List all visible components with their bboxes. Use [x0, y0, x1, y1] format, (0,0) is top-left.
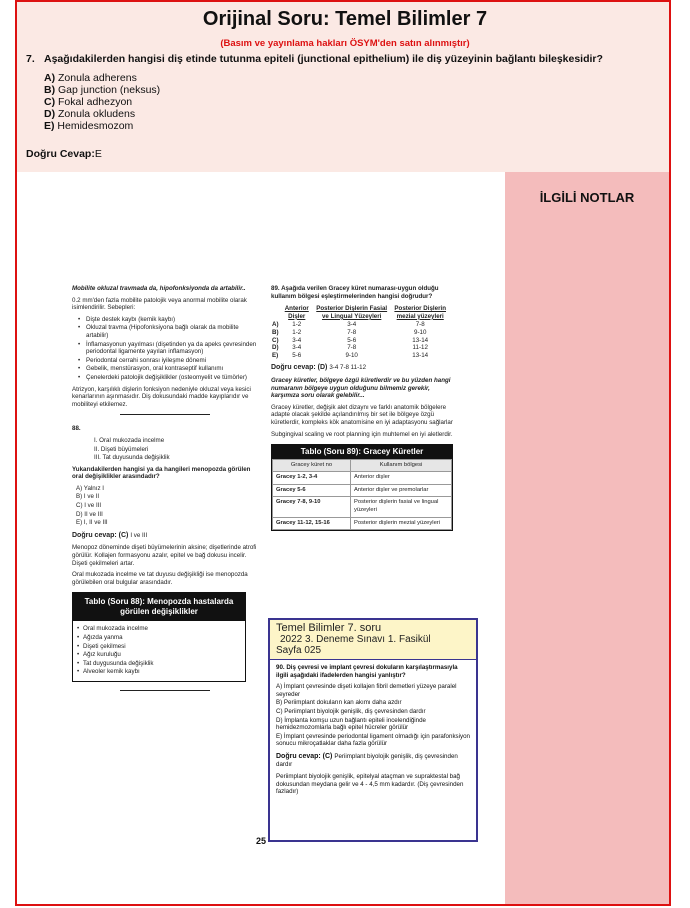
question-90-answer: Doğru cevap: (C) Periimplant biyolojik genişlik, diş çevresinden dardır: [276, 752, 458, 768]
attrition-paragraph: Atrizyon, karşılıklı dişlerin fonksiyon nedeniyle okluzal veya kesici kenarlarının aşınmasıdır. Diş dokusundaki madde kayıplarıdır ve mobiliteyi etkilemez.: [72, 385, 251, 408]
intro-text: Mobilite okluzal travmada da, hipofonksiyonda da artabilir..: [72, 285, 246, 292]
table-row: Gracey 7-8, 9-10 Posterior dişlerin fasial ve lingual yüzeyleri: [273, 497, 452, 517]
right-column: [271, 285, 454, 531]
oral-findings-paragraph: Oral mukozada incelme ve tat duyusu değişikliği ise menopozda görülebilen oral bulgular arasındadır.: [72, 571, 248, 586]
source-line-1: Temel Bilimler 7. soru: [276, 622, 382, 634]
question-text: [26, 53, 666, 65]
option-a: A) Zonula adherens: [44, 72, 137, 84]
list-item: B) I ve II: [76, 493, 100, 501]
option-b: B) Gap junction (neksus): [44, 84, 161, 96]
table-88: [72, 592, 246, 682]
list-item: • Dişte destek kaybı (kemik kaybı): [78, 316, 257, 324]
option-c: C) Fokal adhezyon: [44, 96, 133, 108]
table-row: A) 1-2 3-4 7-8: [272, 321, 425, 329]
list-item: III. Tat duyusunda değişiklik: [94, 454, 170, 462]
table-row: Gracey 1-2, 3-4 Anterior dişler: [273, 472, 452, 485]
list-item: • Dişeti çekilmesi: [77, 643, 241, 651]
source-reference-header: [270, 620, 476, 660]
list-item: • Oral mukozada incelme: [77, 625, 241, 633]
list-item: C) Periimplant biyolojik genişlik, diş çevresinden dardır: [276, 707, 426, 715]
question-88-options: [72, 485, 257, 527]
list-item: • Periodontal cerrahi sonrası iyileşme dönemi: [78, 357, 257, 365]
table-row: D) 3-4 7-8 11-12: [272, 344, 428, 352]
question-88-items: [72, 437, 257, 462]
list-item: • Gebelik, menstürasyon, oral kontraseptif kullanımı: [78, 365, 257, 373]
question-90: [270, 660, 476, 804]
question-88-answer: Doğru cevap: (C) I ve III: [72, 531, 148, 539]
divider: [120, 690, 210, 691]
table-row: C) 3-4 5-6 13-14: [272, 336, 429, 344]
list-item: • Ağız kuruluğu: [77, 651, 241, 659]
question-88-number: 88.: [72, 425, 81, 433]
gracey-paragraph: Gracey küretler, değişik alet dizaynı ve farklı anatomik bölgelere adapte olacak şekilde açılandırılmış bir set ile bölgeye özgü küretlerdir, kompleks kök anatomisine en iyi adaptasyonu sağlarlar: [271, 403, 453, 426]
source-line-3: Sayfa 025: [276, 645, 322, 656]
list-item: B) Periimplant dokuların kan akımı daha azdır: [276, 699, 402, 707]
related-notes-title: İLGİLİ NOTLAR: [539, 190, 635, 205]
option-e: E) Hemidesmozom: [44, 120, 134, 132]
list-item: E) I, II ve III: [76, 519, 108, 527]
list-item: • Okluzal travma (Hipofonksiyona bağlı olarak da mobilite artabilir): [78, 324, 257, 339]
list-item: II. Dişeti büyümeleri: [94, 445, 149, 453]
page-title: Orijinal Soru: Temel Bilimler 7: [202, 8, 488, 30]
table-row: Gracey 5-6 Anterior dişler ve premolarlar: [273, 484, 452, 497]
question-89-text: 89. Aşağıda verilen Gracey küret numarası-uygun olduğu kullanım bölgesi eşleştirmelerinden hangisi doğrudur?: [271, 285, 439, 300]
list-item: • Alveoler kemik kaybı: [77, 668, 241, 676]
table-89: Tablo (Soru 89): Gracey Küretler Gracey küret no Kullanım bölgesi Gracey 1-2, 3-4 Anterior dişler Gracey 5-6 Anterior dişler ve premolarlar Gracey 7-8, 9-10 Posterior dişlerin fasial ve lingual yüzeyleri Gracey 11-12, 15-16 Posterior dişlerin mezial yüzeyleri: [271, 444, 453, 531]
source-reference-box: [268, 618, 478, 842]
list-item: E) İmplant çevresinde periodontal ligament olmadığı için parafonksiyon sonucu mikroçatlaklar daha fazla görülür: [276, 732, 470, 748]
list-item: • İnflamasyonun yayılması (dişetinden ya da apeks çevresinden periodontal ligamente yayılan inflamasyon): [78, 341, 257, 356]
list-item: I. Oral mukozada incelme: [94, 436, 165, 444]
question-body: Aşağıdakilerden hangisi diş etinde tutunma epiteli (junctional epithelium) ile diş yüzeyinin bağlantı bileşkesidir?: [44, 53, 603, 65]
menopause-paragraph: Menopoz döneminde dişeti büyümelerinin aksine; dişetlerinde atrofi görülür. Kollajen formasyonu azalır, epitel ve bağ dokusu incelir. Dişeti çekilmeleri artar.: [72, 544, 257, 567]
answer-options: [44, 72, 160, 132]
left-column: [72, 285, 257, 701]
mobility-causes: [78, 316, 257, 382]
table-89-title: Tablo (Soru 89): Gracey Küretler: [272, 445, 452, 459]
option-d: D) Zonula okludens: [44, 108, 136, 120]
biologic-width-paragraph: Periimplant biyolojik genişlik, epitelyal ataçman ve supraktestal bağ dokusundan meydana gelir ve 4 - 4,5 mm kadardır. (Diş çevresinden fazladır): [276, 773, 464, 796]
question-89-table: Anterior Dişler Posterior Dişlerin Fasial ve Lingual Yüzeyleri Posterior Dişlerin mezial yüzeyleri A) 1-2 3-4 7-8 B) 1-2 7-8 9-10 C) 3-4 5-6 13-14 D) 3-4 7-8 11-12 E) 5-6 9-10 13-14: [271, 304, 451, 359]
table-row: E) 5-6 9-10 13-14: [272, 351, 429, 359]
list-item: • Çenelerdeki patolojik değişiklikler (osteomyelit ve tümörler): [78, 374, 257, 382]
gracey-intro: Gracey küretler, bölgeye özgü küretlerdir ve bu yüzden hangi numaranın bölgeye uygun olduğunu bilmemiz gerekir, karşımıza soru olarak gelebilir...: [271, 376, 451, 400]
list-item: D) İmplanta komşu uzun bağlantı epiteli incelendiğinde hemidezmozomlarla bağlı epitel hücreler görülür: [276, 716, 426, 732]
question-number: 7.: [26, 53, 35, 65]
question-89-answer: Doğru cevap: (D) 3-4 7-8 11-12: [271, 364, 367, 372]
source-line-2: 2022 3. Deneme Sınavı 1. Fasikül: [280, 634, 431, 645]
list-item: C) I ve III: [76, 502, 102, 510]
mobility-paragraph: 0.2 mm'den fazla mobilite patolojik veya anormal mobilite olarak isimlendirilir. Sebepleri:: [72, 296, 247, 312]
correct-answer-value: E: [94, 148, 102, 160]
correct-answer: Doğru Cevap:E: [26, 148, 102, 160]
list-item: A) İmplant çevresinde dişeti kollajen fibril demetleri yüzeye paralel seyreder: [276, 683, 457, 698]
scaling-paragraph: Subgingival scaling ve root planning için muhtemel en iyi aletlerdir.: [271, 430, 453, 438]
question-88-text: Yukarıdakilerden hangisi ya da hangileri menopozda görülen oral değişiklikler arasındadır?: [72, 465, 251, 481]
question-90-options: [276, 683, 470, 748]
list-item: A) Yalnız I: [76, 484, 104, 492]
table-88-title: Tablo (Soru 88): Menopozda hastalarda görülen değişiklikler: [73, 593, 245, 621]
table-row: Gracey 11-12, 15-16 Posterior dişlerin mezial yüzeyleri: [273, 517, 452, 530]
related-notes-panel: [505, 172, 669, 904]
question-90-text: 90. Diş çevresi ve implant çevresi dokuların karşılaştırmasıyla ilgili aşağıdaki ifadelerden hangisi yanlıştır?: [276, 664, 458, 679]
table-row: B) 1-2 7-8 9-10: [272, 328, 427, 336]
list-item: • Ağızda yanma: [77, 634, 241, 642]
copyright-notice: (Basım ve yayınlama hakları ÖSYM'den satın alınmıştır): [220, 38, 470, 49]
list-item: • Tat duygusunda değişiklik: [77, 660, 241, 668]
divider: [120, 414, 210, 415]
list-item: D) II ve III: [76, 510, 103, 518]
page-number: 25: [256, 836, 267, 846]
